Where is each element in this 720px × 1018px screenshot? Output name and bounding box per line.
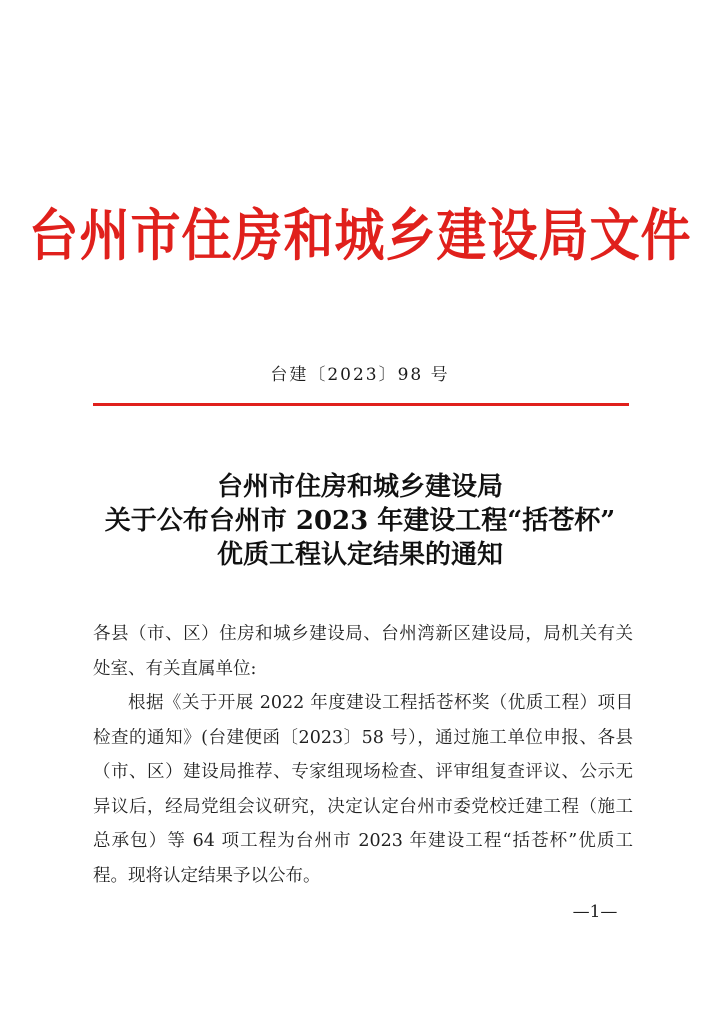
red-divider-line — [93, 403, 629, 406]
page-number: —1— — [572, 902, 618, 922]
title-line-3: 优质工程认定结果的通知 — [216, 540, 503, 570]
document-masthead: 台州市住房和城乡建设局文件 — [28, 202, 692, 269]
document-number: 台建〔2023〕98 号 — [270, 365, 450, 385]
title-line-1: 台州市住房和城乡建设局 — [216, 472, 503, 502]
notice-body — [93, 617, 633, 893]
title-line-2: 关于公布台州市 2023 年建设工程“括苍杯” — [104, 506, 616, 536]
notice-title — [0, 470, 720, 572]
body-paragraph: 根据《关于开展 2022 年度建设工程括苍杯奖（优质工程）项目检查的通知》(台建便函〔2023〕58 号），通过施工单位申报、各县（市、区）建设局推荐、专家组现场检查、评审组复查评议、公示无异议后，经局党组会议研究，决定认定台州市委党校迁建工程（施工总承包）等 64 项工程为台州市 2023 年建设工程“括苍杯”优质工程。现将认定结果予以公布。 — [93, 693, 633, 886]
salutation: 各县（市、区）住房和城乡建设局、台州湾新区建设局，局机关有关处室、有关直属单位: — [93, 624, 633, 679]
